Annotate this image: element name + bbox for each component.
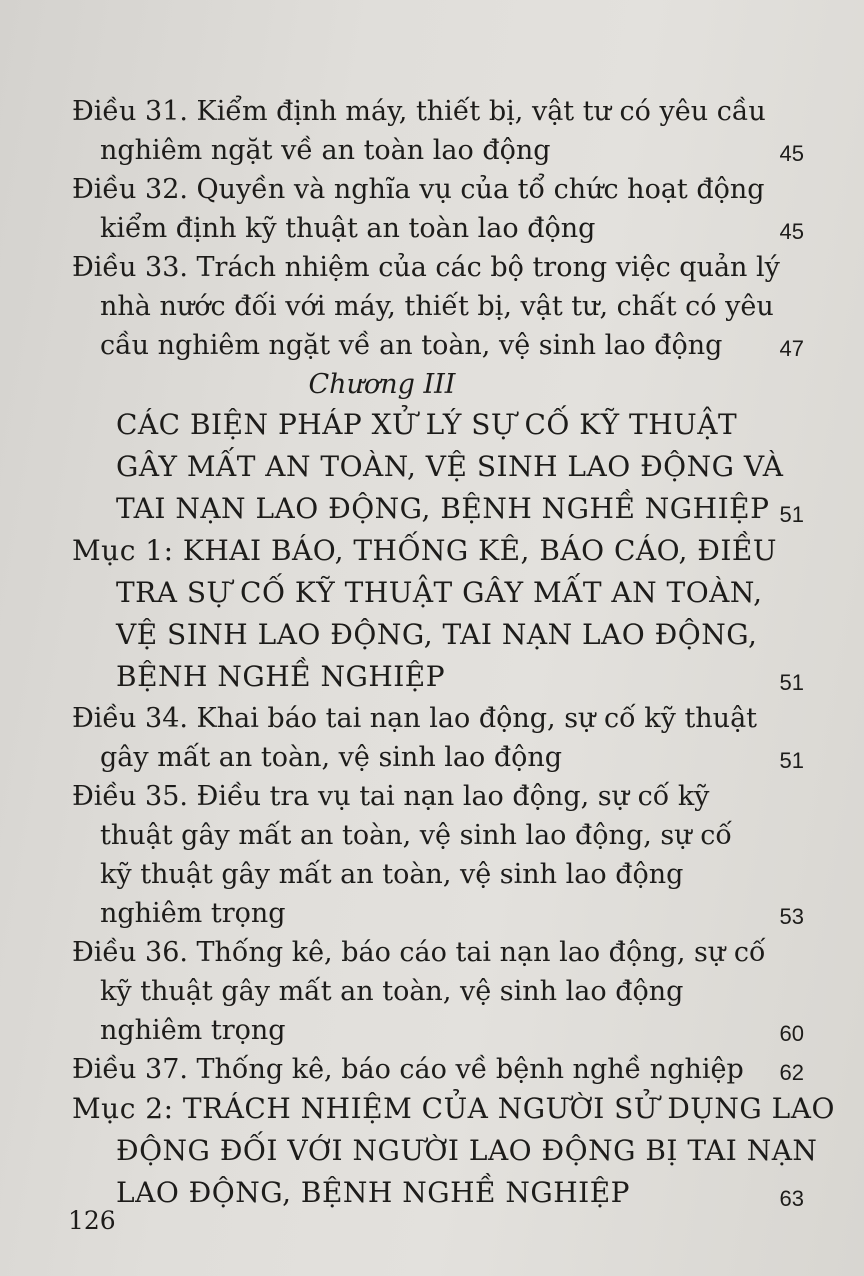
toc-entry-line: kỹ thuật gây mất an toàn, vệ sinh lao động — [100, 859, 684, 890]
toc-entry-line: Điều 34. Khai báo tai nạn lao động, sự cố kỹ thuật — [72, 703, 758, 734]
toc-entry-line: Điều 35. Điều tra vụ tai nạn lao động, sự cố kỹ — [72, 781, 710, 812]
toc-page-number: 51 — [779, 670, 804, 695]
toc-article-entry — [72, 781, 812, 937]
toc-entry-line: TRA SỰ CỐ KỸ THUẬT GÂY MẤT AN TOÀN, — [116, 576, 763, 609]
toc-entry-line: GÂY MẤT AN TOÀN, VỆ SINH LAO ĐỘNG VÀ — [116, 450, 784, 483]
toc-entry-line: Điều 31. Kiểm định máy, thiết bị, vật tư có yêu cầu — [72, 96, 766, 127]
toc-page-number: 47 — [779, 336, 804, 361]
toc-entry-line: nghiêm ngặt về an toàn lao động — [100, 135, 551, 166]
toc-entry-line: Điều 32. Quyền và nghĩa vụ của tổ chức hoạt động — [72, 174, 765, 205]
toc-entry-line: CÁC BIỆN PHÁP XỬ LÝ SỰ CỐ KỸ THUẬT — [116, 408, 738, 441]
toc-section-entry — [72, 535, 812, 703]
toc-entry-line: cầu nghiêm ngặt về an toàn, vệ sinh lao động — [100, 330, 723, 361]
toc-page-number: 51 — [779, 748, 804, 773]
toc-entry-line: gây mất an toàn, vệ sinh lao động — [100, 742, 563, 773]
toc-entry-line: kỹ thuật gây mất an toàn, vệ sinh lao động — [100, 976, 684, 1007]
toc-article-entry — [72, 937, 812, 1054]
toc-article-entry — [72, 703, 812, 781]
toc-entry-line: VỆ SINH LAO ĐỘNG, TAI NẠN LAO ĐỘNG, — [116, 618, 758, 651]
toc-page-number: 60 — [779, 1021, 804, 1046]
toc-entry-line: Điều 36. Thống kê, báo cáo tai nạn lao động, sự cố — [72, 937, 766, 968]
toc-article-entry — [72, 1054, 812, 1093]
toc-entry-line: nghiêm trọng — [100, 898, 286, 929]
toc-entry-line: Mục 1: KHAI BÁO, THỐNG KÊ, BÁO CÁO, ĐIỀU — [72, 534, 777, 567]
toc-entry-line: Điều 33. Trách nhiệm của các bộ trong việc quản lý — [72, 252, 780, 283]
toc-entry-line: nhà nước đối với máy, thiết bị, vật tư, chất có yêu — [100, 291, 774, 322]
toc-article-entry — [72, 174, 812, 252]
toc-section-entry — [72, 1092, 835, 1219]
toc-page-number: 62 — [779, 1060, 804, 1085]
toc-article-entry — [72, 96, 812, 174]
chapter-label-text: Chương III — [308, 369, 456, 400]
chapter-label — [72, 369, 812, 409]
toc-entry-line: LAO ĐỘNG, BỆNH NGHỀ NGHIỆP — [116, 1176, 630, 1209]
toc-entry-line: TAI NẠN LAO ĐỘNG, BỆNH NGHỀ NGHIỆP — [116, 492, 770, 525]
toc-entry-line: kiểm định kỹ thuật an toàn lao động — [100, 213, 596, 244]
table-of-contents — [72, 96, 835, 1219]
toc-entry-line: Mục 2: TRÁCH NHIỆM CỦA NGƯỜI SỬ DỤNG LAO — [72, 1092, 835, 1125]
toc-article-entry — [72, 252, 812, 369]
toc-page-number: 53 — [779, 904, 804, 929]
toc-entry-line: ĐỘNG ĐỐI VỚI NGƯỜI LAO ĐỘNG BỊ TAI NẠN — [116, 1134, 818, 1167]
toc-chapter-title — [72, 409, 812, 535]
toc-page-number: 45 — [779, 141, 804, 166]
page-number: 126 — [68, 1206, 116, 1235]
toc-entry-line: thuật gây mất an toàn, vệ sinh lao động, sự cố — [100, 820, 732, 851]
toc-page-number: 63 — [779, 1186, 804, 1211]
toc-entry-line: BỆNH NGHỀ NGHIỆP — [116, 660, 446, 693]
toc-page-number: 45 — [779, 219, 804, 244]
toc-entry-line: Điều 37. Thống kê, báo cáo về bệnh nghề nghiệp — [72, 1054, 744, 1085]
toc-page-number: 51 — [779, 502, 804, 527]
toc-entry-line: nghiêm trọng — [100, 1015, 286, 1046]
